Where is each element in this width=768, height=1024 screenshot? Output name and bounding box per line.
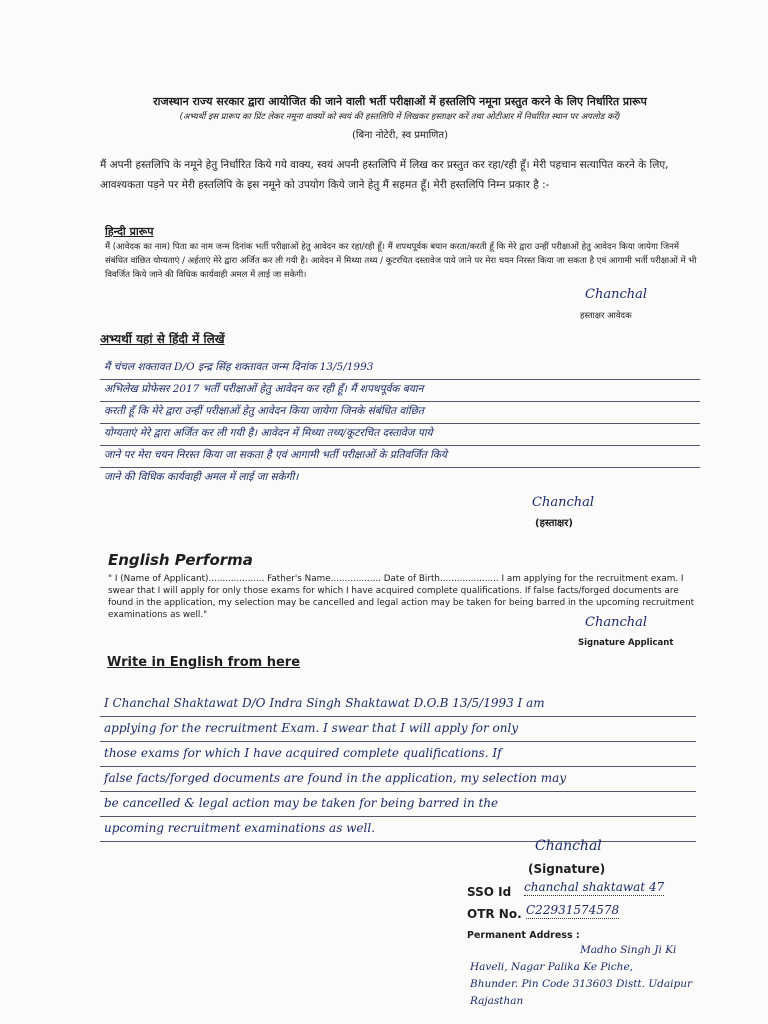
hindi-handwritten-line: अभिलेख प्रोफेसर 2017 भर्ती परीक्षाओं हेतु आवेदन कर रही हूँ। मैं शपथपूर्वक बयान	[100, 380, 700, 402]
hindi-handwritten-line: योग्यताएं मेरे द्वारा अर्जित कर ली गयी है। आवेदन में मिथ्या तथ्य/कूटरचित दस्तावेज पाये	[100, 424, 700, 446]
english-handwritten-line: false facts/forged documents are found in the application, my selection may	[100, 767, 696, 792]
hindi-write-heading: अभ्यर्थी यहां से हिंदी में लिखें	[100, 332, 225, 346]
hindi-handwritten-line: जाने पर मेरा चयन निरस्त किया जा सकता है एवं आगामी भर्ती परीक्षाओं के प्रतिवर्जित किये	[100, 446, 700, 468]
english-handwritten-line: upcoming recruitment examinations as well.	[100, 817, 696, 842]
address-line: Madho Singh Ji Ki	[580, 944, 677, 956]
address-line: Rajasthan	[470, 995, 524, 1007]
english-performa-signature-label: Signature Applicant	[578, 638, 674, 648]
english-performa-title: English Performa	[108, 551, 253, 569]
final-signature-label: (Signature)	[528, 862, 606, 876]
intro-paragraph: मैं अपनी हस्तलिपि के नमूने हेतु निर्धारित किये गये वाक्य, स्वयं अपनी हस्तलिपि में लिख कर प्रस्तुत कर रहा/रही हूँ। मेरी पहचान सत्यापित करने के लिए, आवश्यकता पड़ने पर मेरी हस्तलिपि के इस नमूने को उपयोग किये जाने हेतु मैं सहमत हूँ। मेरी हस्तलिपि निम्न प्रकार है :-	[100, 159, 669, 191]
hindi-format-signature-label: हस्ताक्षर आवेदक	[580, 311, 632, 321]
permanent-address	[470, 942, 760, 1010]
sso-id-label: SSO Id	[467, 885, 512, 899]
hindi-format-heading: हिन्दी प्रारूप	[105, 225, 154, 238]
final-signature: Chanchal	[535, 838, 602, 854]
hindi-handwritten-line: जाने की विधिक कार्यवाही अमल में लाई जा सकेगी।	[104, 471, 299, 483]
form-note: (बिना नोटेरी, स्व प्रमाणित)	[351, 130, 449, 141]
otr-no-value: C22931574578	[526, 903, 620, 917]
hindi-handwriting-block	[100, 358, 700, 489]
english-performa-signature: Chanchal	[585, 615, 648, 630]
english-write-heading: Write in English from here	[107, 655, 301, 670]
address-line: Bhunder. Pin Code 313603 Distt. Udaipur	[470, 978, 693, 990]
hindi-handwritten-line: मैं चंचल शक्तावत D/O इन्द्र सिंह शक्तावत जन्म दिनांक 13/5/1993	[100, 358, 700, 380]
english-handwriting-block	[100, 692, 696, 842]
form-subtitle: (अभ्यर्थी इस प्रारूप का प्रिंट लेकर नमूना वाक्यों को स्वयं की हस्तलिपि में लिखकर हस्ताक्षर करें तथा ओटीआर में निर्धारित स्थान पर अपलोड करें)	[179, 112, 621, 122]
permanent-address-label: Permanent Address :	[467, 930, 580, 941]
hindi-write-signature: Chanchal	[532, 495, 595, 510]
otr-no-label: OTR No.	[467, 907, 522, 921]
english-handwritten-line: be cancelled & legal action may be taken for being barred in the	[100, 792, 696, 817]
english-handwritten-line: those exams for which I have acquired complete qualifications. If	[100, 742, 696, 767]
hindi-format-signature: Chanchal	[585, 287, 648, 302]
hindi-handwritten-line: करती हूँ कि मेरे द्वारा उन्हीं परीक्षाओं हेतु आवेदन किया जायेगा जिनके संबंधित वांछित	[100, 402, 700, 424]
english-handwritten-line: I Chanchal Shaktawat D/O Indra Singh Shaktawat D.O.B 13/5/1993 I am	[100, 692, 696, 717]
english-performa-text: " I (Name of Applicant).................... Father's Name.................. Date of Birth..................... I am applying for the recruitment exam. I swear that I will apply for only those exams for which I have acquired complete qualifications. If false facts/forged documents are found in the application, my selection may be cancelled and legal action may be taken for being barred in the upcoming recruitment examinations as well."	[108, 574, 695, 620]
english-handwritten-line: applying for the recruitment Exam. I swear that I will apply for only	[100, 717, 696, 742]
form-title: राजस्थान राज्य सरकार द्वारा आयोजित की जाने वाली भर्ती परीक्षाओं में हस्तलिपि नमूना प्रस्तुत करने के लिए निर्धारित प्रारूप	[153, 95, 647, 108]
sso-id-value: chanchal shaktawat 47	[524, 880, 665, 894]
address-line: Haveli, Nagar Palika Ke Piche,	[470, 961, 634, 973]
hindi-format-text: मैं (आवेदक का नाम) पिता का नाम जन्म दिनांक भर्ती परीक्षाओं हेतु आवेदन कर रहा/रही हूँ। मैं शपथपूर्वक बयान करता/करती हूँ कि मेरे द्वारा उन्हीं परीक्षाओं हेतु आवेदन किया जायेगा जिनमें संबंधित वांछित योग्यताएं / अर्हताएं मेरे द्वारा अर्जित कर ली गयी है। आवेदन में मिथ्या तथ्य / कूटरचित दस्तावेज पाये जाने पर मेरा चयन निरस्त किया जा सकता है एवं आगामी भर्ती परीक्षाओं में भी विवर्जित किये जाने की विधिक कार्यवाही अमल में लाई जा सकेगी।	[105, 242, 697, 280]
hindi-write-signature-label: (हस्ताक्षर)	[535, 518, 573, 529]
